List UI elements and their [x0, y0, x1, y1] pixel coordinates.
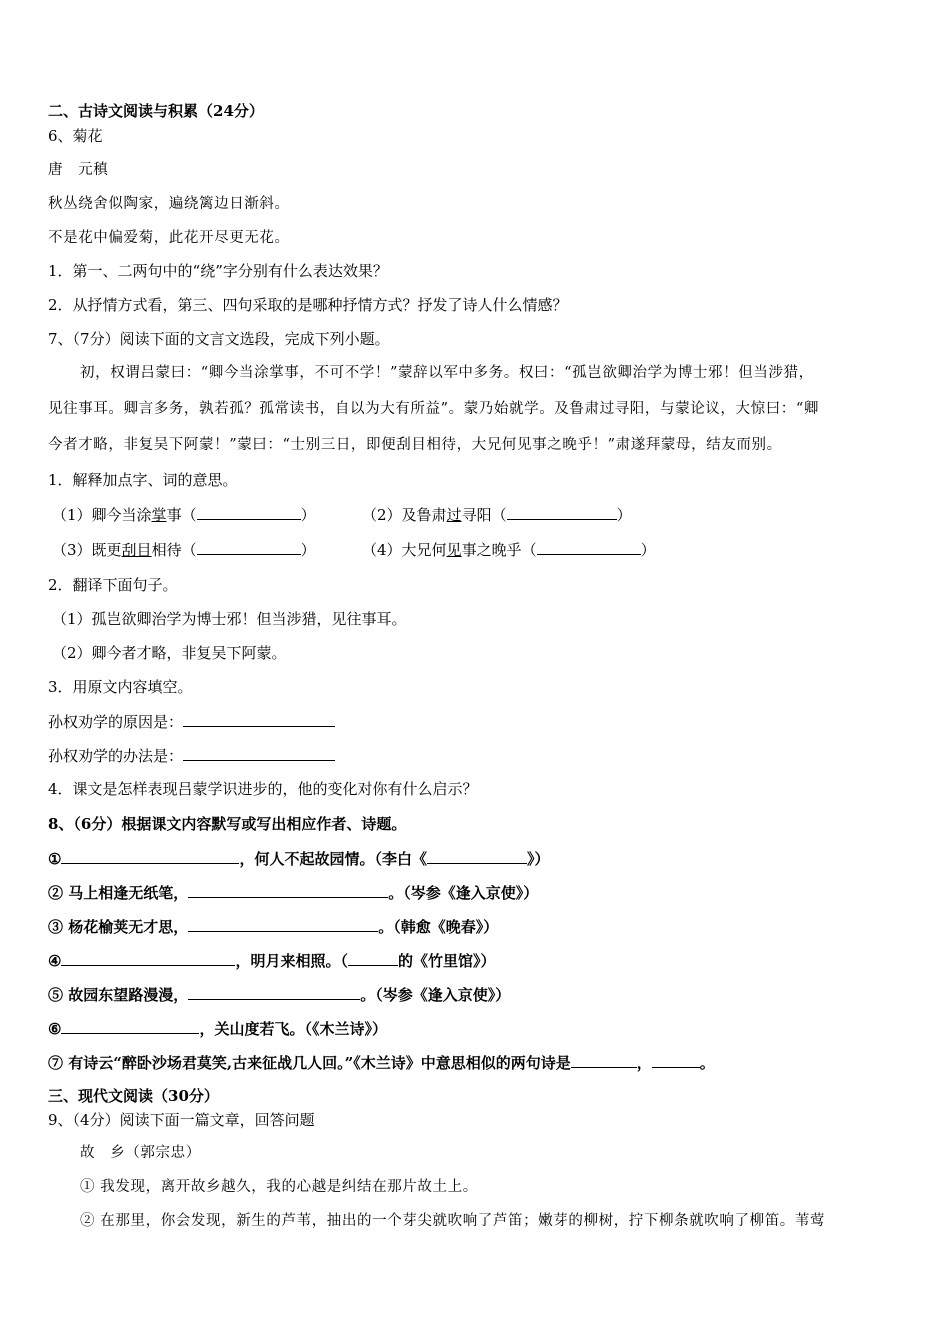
answer-blank[interactable]	[183, 745, 335, 761]
translate-item: （1）孤岂欲卿治学为博士邪！但当涉猎，见往事耳。	[52, 610, 407, 628]
passage-line: 今者才略，非复吴下阿蒙！”蒙曰：“士别三日，即便刮目相待，大兄何见事之晚乎！”肃遂拜蒙母，结友而别。	[48, 437, 782, 453]
vocab-item-2	[362, 504, 632, 525]
recite-text: ，明月来相照。（	[235, 952, 348, 970]
fill-item-2	[48, 745, 335, 766]
sub-question: 2．从抒情方式看，第三、四句采取的是哪种抒情方式？抒发了诗人什么情感？	[48, 296, 568, 314]
fill-label: 孙权劝学的办法是：	[48, 747, 184, 765]
sub-question: 1．第一、二两句中的“绕”字分别有什么表达效果？	[48, 262, 388, 280]
answer-blank[interactable]	[183, 711, 335, 727]
vocab-text: ）	[300, 506, 316, 524]
vocab-text: （2）及鲁肃	[362, 506, 447, 524]
passage-line: 初，权谓吕蒙曰：“卿今当涂掌事，不可不学！”蒙辞以军中多务。权曰：“孤岂欲卿治学为博士邪！但当涉猎，	[80, 365, 814, 381]
answer-blank[interactable]	[427, 848, 527, 864]
question-number: 6、菊花	[48, 127, 103, 145]
vocab-word: 掌	[151, 506, 167, 524]
translate-item: （2）卿今者才略，非复吴下阿蒙。	[52, 644, 287, 662]
passage-line: 见往事耳。卿言多务，孰若孤？孤常读书，自以为大有所益”。蒙乃始就学。及鲁肃过寻阳，与蒙论议，大惊曰：“卿	[48, 401, 820, 417]
article-title: 故 乡（郭宗忠）	[80, 1145, 201, 1161]
answer-blank[interactable]	[652, 1052, 700, 1068]
poem-line: 秋丛绕舍似陶家，遍绕篱边日渐斜。	[48, 196, 290, 212]
recite-text: 》）	[526, 850, 550, 868]
answer-blank[interactable]	[197, 504, 301, 520]
answer-blank[interactable]	[188, 984, 360, 1000]
recite-line-1	[48, 848, 549, 869]
recite-text: 。	[699, 1054, 715, 1072]
vocab-text: ）	[640, 541, 656, 559]
vocab-text: ）	[616, 506, 632, 524]
answer-blank[interactable]	[188, 882, 388, 898]
recite-text: ② 马上相逢无纸笔，	[48, 884, 189, 902]
recite-text: 的《竹里馆》）	[397, 952, 496, 970]
answer-blank[interactable]	[61, 950, 235, 966]
recite-text: 。（韩愈《晚春》）	[378, 918, 499, 936]
answer-blank[interactable]	[197, 539, 301, 555]
poem-author: 唐 元稹	[48, 162, 109, 178]
recite-text: 。（岑参《逢入京使》）	[360, 986, 511, 1004]
recite-line-2	[48, 882, 538, 903]
recite-text: ，何人不起故园情。（李白《	[239, 850, 427, 868]
recite-text: ③ 杨花榆荚无才思，	[48, 918, 189, 936]
article-paragraph: ② 在那里，你会发现，新生的芦苇，抽出的一个芽尖就吹响了芦笛；嫩芽的柳树，拧下柳条就吹响了柳笛。苇莺	[80, 1213, 826, 1229]
vocab-text: （4）大兄何	[362, 541, 447, 559]
vocab-item-3	[52, 539, 316, 560]
recite-line-4	[48, 950, 495, 971]
vocab-text: 相待（	[151, 541, 197, 559]
section-title: 三、现代文阅读（30分）	[48, 1087, 219, 1105]
question-header: 9、（4分）阅读下面一篇文章，回答问题	[48, 1111, 315, 1129]
recite-line-6	[48, 1018, 387, 1039]
answer-blank[interactable]	[537, 539, 641, 555]
recite-line-3	[48, 916, 498, 937]
answer-blank[interactable]	[188, 916, 378, 932]
recite-text: ⑦ 有诗云“醉卧沙场君莫笑,古来征战几人回。”《木兰诗》中意思相似的两句诗是	[48, 1054, 571, 1072]
fill-item-1	[48, 711, 335, 732]
fill-label: 孙权劝学的原因是：	[48, 713, 184, 731]
answer-blank[interactable]	[61, 1018, 199, 1034]
article-paragraph: ① 我发现，离开故乡越久，我的心越是纠结在那片故土上。	[80, 1179, 478, 1195]
recite-text: ，	[636, 1054, 652, 1072]
vocab-word: 见	[446, 541, 462, 559]
answer-blank[interactable]	[571, 1052, 637, 1068]
answer-blank[interactable]	[507, 504, 617, 520]
vocab-text: 事之晚乎（	[461, 541, 537, 559]
vocab-item-1	[52, 504, 316, 525]
vocab-text: （3）既更	[52, 541, 122, 559]
vocab-text: （1）卿今当涂	[52, 506, 152, 524]
answer-blank[interactable]	[348, 950, 398, 966]
recite-text: ⑥	[48, 1020, 62, 1038]
recite-text: ①	[48, 850, 62, 868]
recite-text: 。（岑参《逢入京使》）	[388, 884, 539, 902]
vocab-text: 寻阳（	[461, 506, 507, 524]
section-title: 二、古诗文阅读与积累（24分）	[48, 102, 264, 120]
answer-blank[interactable]	[61, 848, 239, 864]
question-header: 7、（7分）阅读下面的文言文选段，完成下列小题。	[48, 330, 390, 348]
recite-line-7	[48, 1052, 715, 1073]
poem-line: 不是花中偏爱菊，此花开尽更无花。	[48, 230, 290, 246]
vocab-word: 过	[446, 506, 462, 524]
recite-text: ，关山度若飞。（《木兰诗》）	[199, 1020, 387, 1038]
sub-question: 2．翻译下面句子。	[48, 576, 178, 594]
recite-line-5	[48, 984, 510, 1005]
recite-text: ④	[48, 952, 62, 970]
sub-question: 3．用原文内容填空。	[48, 678, 193, 696]
vocab-text: 事（	[166, 506, 197, 524]
vocab-word: 刮目	[121, 541, 152, 559]
sub-question: 4．课文是怎样表现吕蒙学识进步的，他的变化对你有什么启示？	[48, 780, 478, 798]
vocab-item-4	[362, 539, 656, 560]
sub-question: 1．解释加点字、词的意思。	[48, 471, 238, 489]
question-header: 8、（6分）根据课文内容默写或写出相应作者、诗题。	[48, 815, 407, 833]
recite-text: ⑤ 故园东望路漫漫，	[48, 986, 189, 1004]
vocab-text: ）	[300, 541, 316, 559]
